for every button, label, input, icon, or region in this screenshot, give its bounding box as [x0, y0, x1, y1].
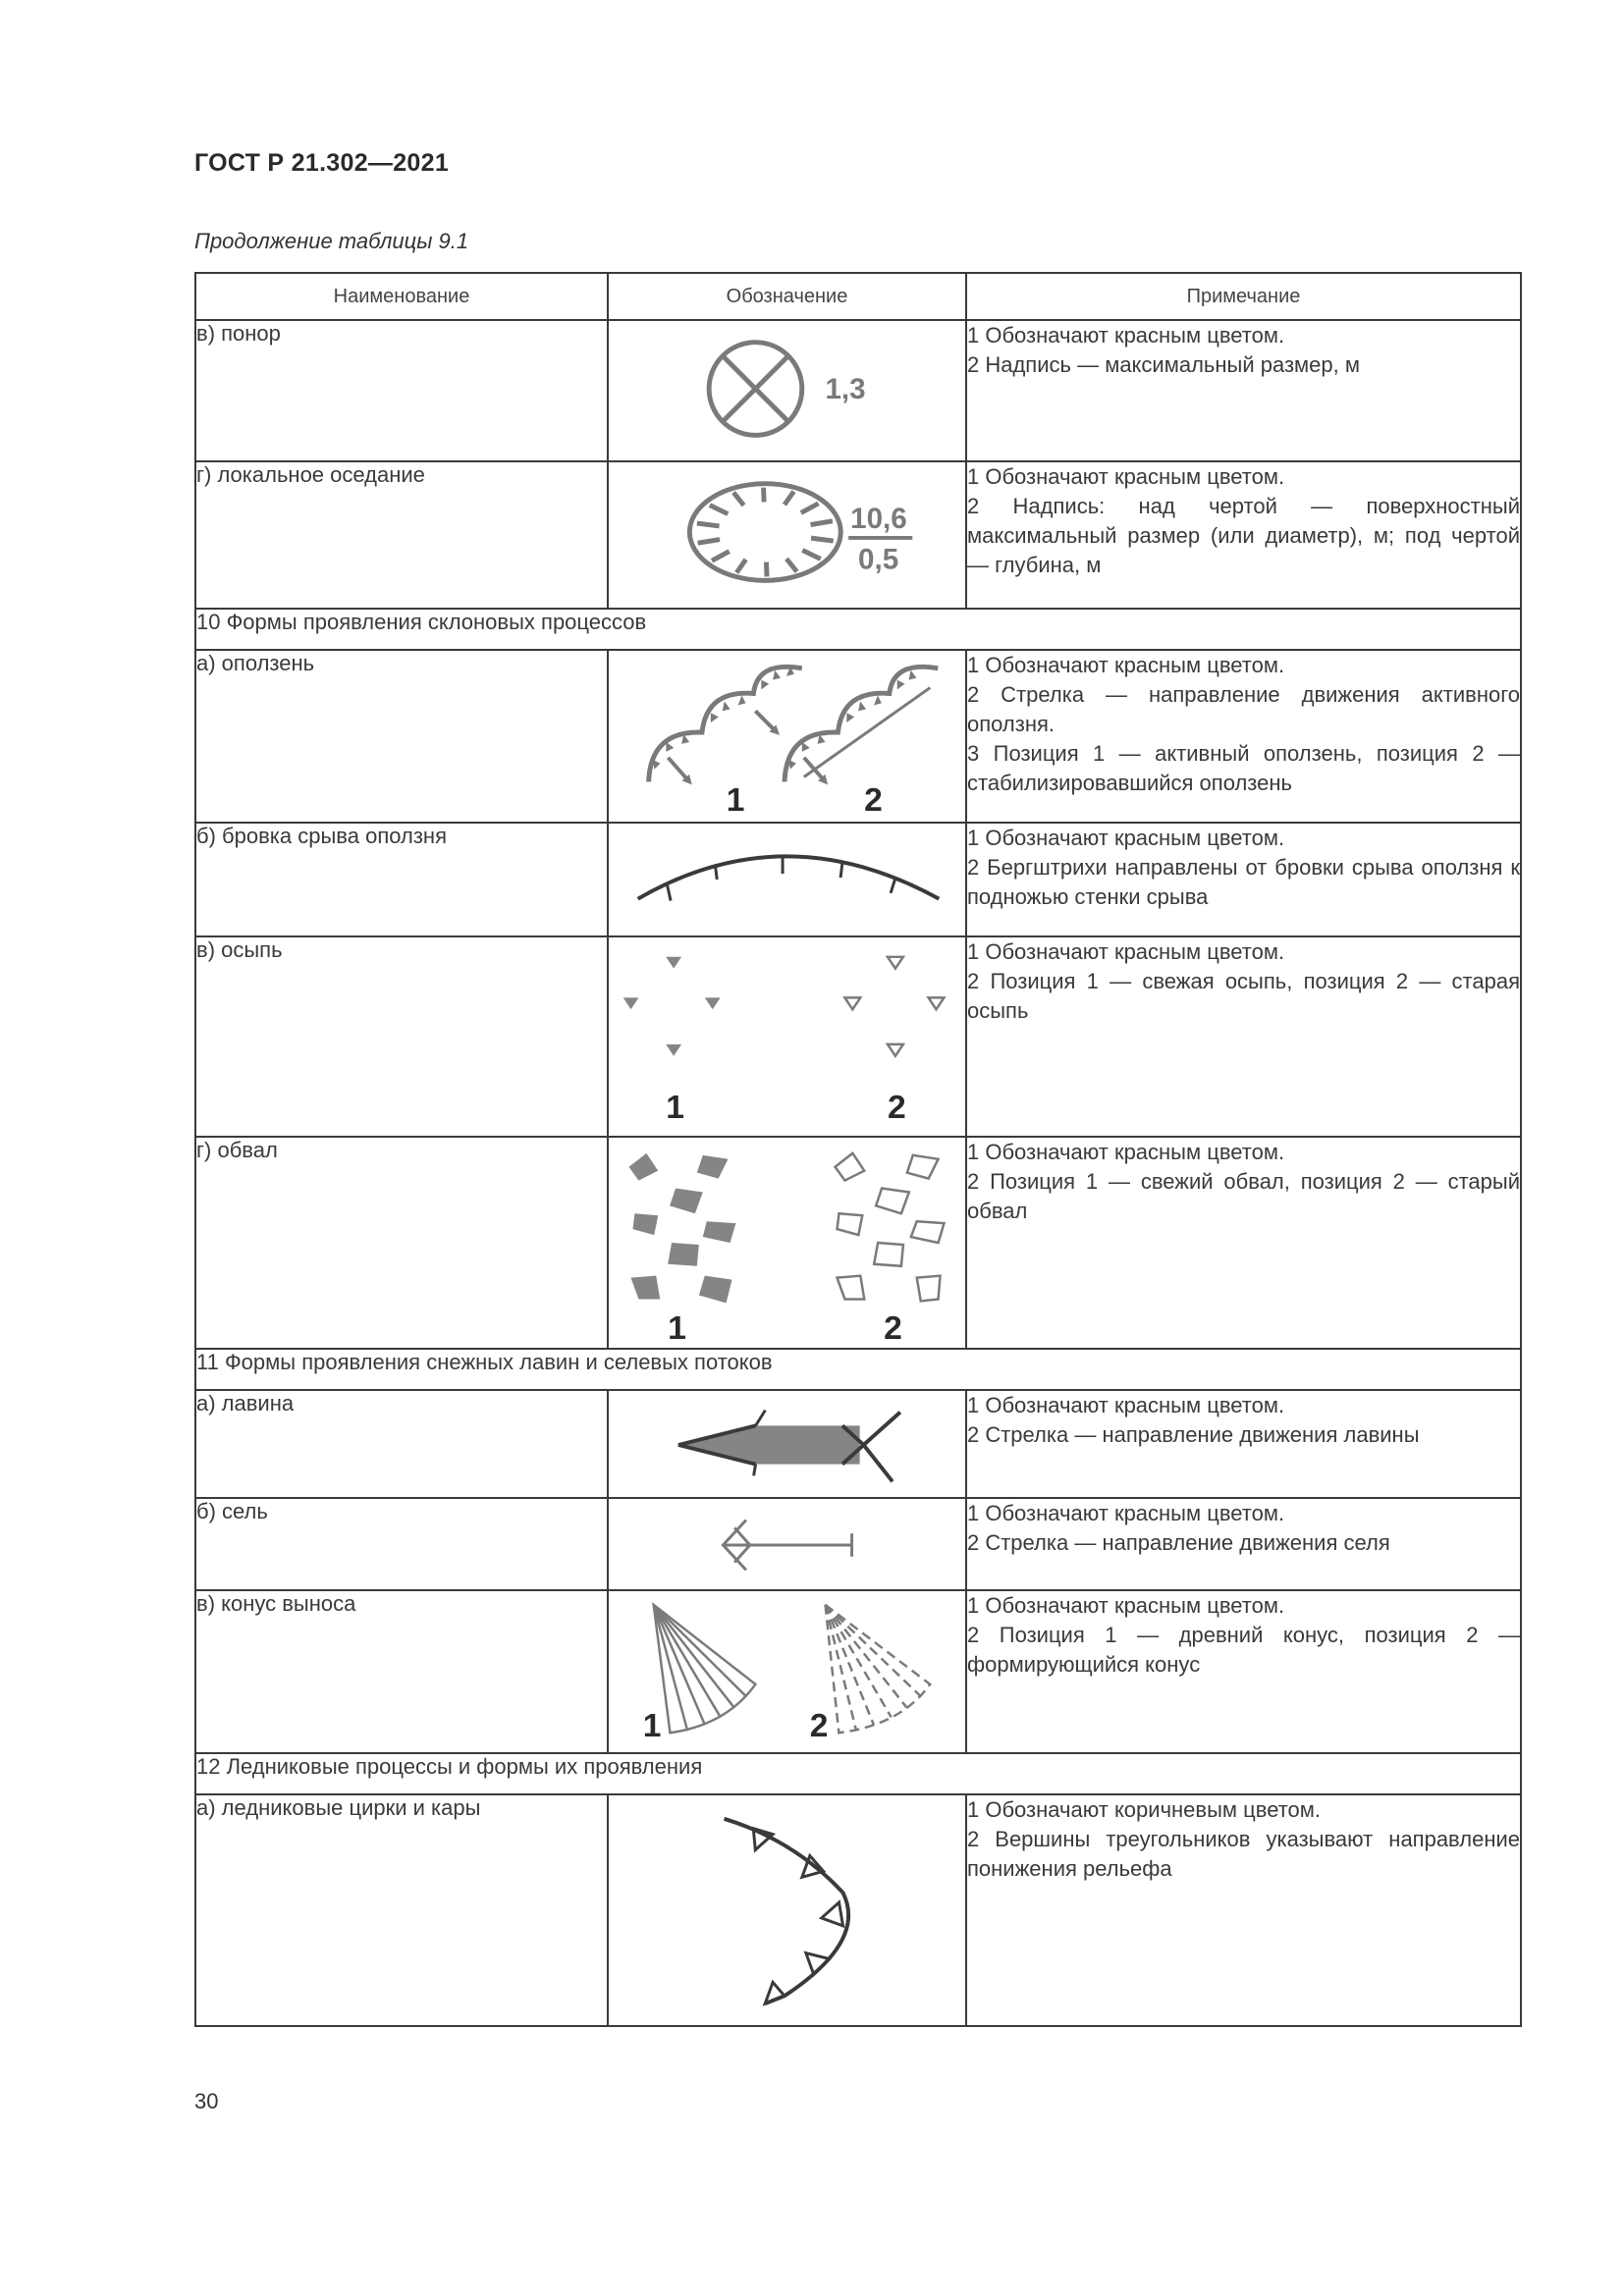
hatch-stroke	[802, 551, 820, 560]
header-note: Примечание	[966, 273, 1521, 320]
row-name: а) лавина	[195, 1390, 608, 1498]
row-note	[966, 1794, 1521, 2026]
landslide-symbol	[609, 651, 965, 822]
note-line: 1 Обозначают красным цветом.	[967, 939, 1285, 964]
row-name: в) осыпь	[195, 936, 608, 1137]
position-2-label: 2	[864, 782, 883, 820]
hatch-stroke	[712, 552, 730, 561]
rockfall-symbol	[609, 1138, 965, 1348]
table-row	[195, 650, 1521, 823]
alluvial-fan-symbol	[609, 1591, 965, 1752]
row-name: в) понор	[195, 320, 608, 461]
note-line: 1 Обозначают красным цветом.	[967, 323, 1285, 347]
note-line: 2 Позиция 1 — древний конус, позиция 2 — формирующийся конус	[967, 1623, 1520, 1677]
hatch-stroke	[710, 506, 728, 514]
hatch-stroke	[811, 521, 833, 525]
subsidence-top-label: 10,6	[850, 503, 907, 536]
hatch-stroke	[785, 492, 794, 505]
row-note	[966, 1390, 1521, 1498]
position-1-label: 1	[726, 782, 745, 820]
note-line: 3 Позиция 1 — активный оползень, позиция 2 — стабилизировавшийся оползень	[967, 741, 1520, 795]
table-row	[195, 461, 1521, 609]
position-1-label: 1	[668, 1310, 686, 1348]
note-line: 2 Надпись: над чертой — поверхностный максимальный размер (или диаметр), м; под чертой — глубина, м	[967, 494, 1520, 577]
row-note	[966, 1137, 1521, 1349]
note-line: 1 Обозначают красным цветом.	[967, 1501, 1285, 1525]
avalanche-symbol	[609, 1391, 965, 1497]
note-line: 1 Обозначают красным цветом.	[967, 1593, 1285, 1618]
hatch-stroke	[811, 538, 834, 541]
row-note	[966, 1590, 1521, 1753]
row-note	[966, 823, 1521, 936]
section-row	[195, 609, 1521, 650]
note-line: 1 Обозначают коричневым цветом.	[967, 1797, 1322, 1822]
row-note	[966, 461, 1521, 609]
position-1-label: 1	[666, 1090, 684, 1127]
position-1-label: 1	[642, 1708, 662, 1745]
subsidence-bottom-label: 0,5	[858, 543, 899, 576]
header-name: Наименование	[195, 273, 608, 320]
position-2-label: 2	[884, 1310, 902, 1348]
position-2-label: 2	[809, 1708, 829, 1745]
symbol-cell	[608, 936, 966, 1137]
hatch-stroke	[801, 504, 819, 513]
ponor-size-label: 1,3	[825, 372, 866, 405]
row-note	[966, 936, 1521, 1137]
header-symbol: Обозначение	[608, 273, 966, 320]
symbol-cell	[608, 320, 966, 461]
page-number: 30	[194, 2089, 219, 2113]
symbol-cell	[608, 1498, 966, 1590]
symbols-table	[194, 272, 1522, 2027]
note-line: 2 Позиция 1 — свежий обвал, позиция 2 — старый обвал	[967, 1169, 1520, 1223]
mudflow-symbol	[609, 1499, 965, 1589]
table-row	[195, 1794, 1521, 2026]
cirque-symbol	[609, 1795, 965, 2025]
table-row	[195, 823, 1521, 936]
row-name: г) обвал	[195, 1137, 608, 1349]
table-row	[195, 936, 1521, 1137]
row-name: в) конус выноса	[195, 1590, 608, 1753]
note-line: 2 Надпись — максимальный размер, м	[967, 352, 1360, 377]
header-row	[195, 273, 1521, 320]
scarp-edge-symbol	[609, 824, 965, 935]
scree-symbol	[609, 937, 965, 1136]
hatch-stroke	[697, 523, 720, 526]
symbol-cell	[608, 1390, 966, 1498]
note-line: 1 Обозначают красным цветом.	[967, 1393, 1285, 1417]
row-name: б) сель	[195, 1498, 608, 1590]
symbol-cell	[608, 1794, 966, 2026]
note-line: 1 Обозначают красным цветом.	[967, 826, 1285, 850]
note-line: 1 Обозначают красным цветом.	[967, 464, 1285, 489]
ponor-symbol	[609, 321, 965, 460]
table-row	[195, 1590, 1521, 1753]
section-title: 11 Формы проявления снежных лавин и селевых потоков	[195, 1349, 1521, 1390]
table-row	[195, 1498, 1521, 1590]
hatch-stroke	[698, 540, 720, 544]
hatch-stroke	[736, 560, 746, 572]
subsidence-symbol	[609, 462, 965, 608]
hatch-stroke	[786, 559, 797, 571]
table-caption: Продолжение таблицы 9.1	[194, 229, 469, 253]
symbol-cell	[608, 461, 966, 609]
note-line: 2 Бергштрихи направлены от бровки срыва оползня к подножью стенки срыва	[967, 855, 1520, 909]
row-name: г) локальное оседание	[195, 461, 608, 609]
row-note	[966, 650, 1521, 823]
row-note	[966, 320, 1521, 461]
row-name: б) бровка срыва оползня	[195, 823, 608, 936]
table-row	[195, 1137, 1521, 1349]
note-line: 2 Стрелка — направление движения активного оползня.	[967, 682, 1520, 736]
table-row	[195, 320, 1521, 461]
note-line: 2 Позиция 1 — свежая осыпь, позиция 2 — старая осыпь	[967, 969, 1520, 1023]
row-name: а) ледниковые цирки и кары	[195, 1794, 608, 2026]
position-2-label: 2	[887, 1090, 906, 1127]
symbol-cell	[608, 823, 966, 936]
symbol-cell	[608, 650, 966, 823]
hatch-stroke	[764, 488, 765, 503]
note-line: 1 Обозначают красным цветом.	[967, 1140, 1285, 1164]
hatch-stroke	[733, 493, 744, 506]
row-note	[966, 1498, 1521, 1590]
section-row	[195, 1349, 1521, 1390]
row-name: а) оползень	[195, 650, 608, 823]
hatch-stroke	[766, 562, 767, 577]
section-title: 12 Ледниковые процессы и формы их проявления	[195, 1753, 1521, 1794]
note-line: 2 Стрелка — направление движения селя	[967, 1530, 1390, 1555]
symbol-cell	[608, 1137, 966, 1349]
symbol-cell	[608, 1590, 966, 1753]
note-line: 2 Вершины треугольников указывают направление понижения рельефа	[967, 1827, 1520, 1881]
document-code: ГОСТ Р 21.302—2021	[194, 149, 450, 177]
note-line: 1 Обозначают красным цветом.	[967, 653, 1285, 677]
section-row	[195, 1753, 1521, 1794]
table-row	[195, 1390, 1521, 1498]
section-title: 10 Формы проявления склоновых процессов	[195, 609, 1521, 650]
note-line: 2 Стрелка — направление движения лавины	[967, 1422, 1420, 1447]
